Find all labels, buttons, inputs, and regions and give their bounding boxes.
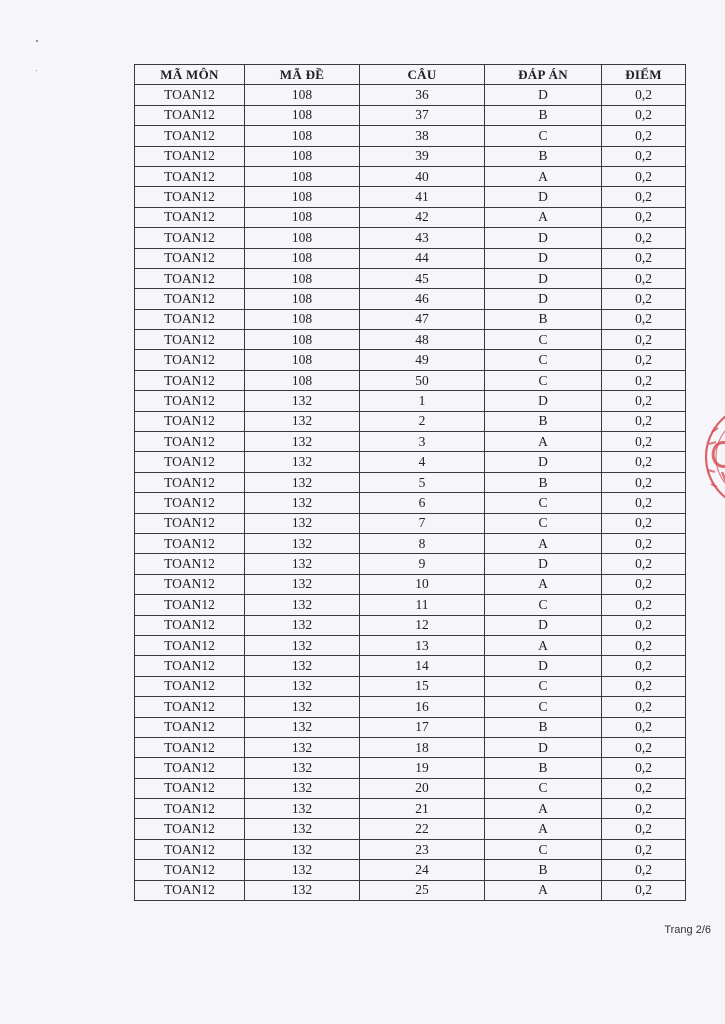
table-row [135,737,686,757]
cell-cau: 15 [360,676,485,696]
cell-ma-de: 132 [245,411,360,431]
cell-cau: 47 [360,309,485,329]
cell-dap-an: B [485,411,602,431]
cell-ma-de: 108 [245,309,360,329]
cell-cau: 40 [360,166,485,186]
cell-diem: 0,2 [602,676,686,696]
table-row [135,207,686,227]
table-row [135,697,686,717]
cell-ma-mon: TOAN12 [135,452,245,472]
cell-ma-mon: TOAN12 [135,799,245,819]
cell-ma-de: 132 [245,493,360,513]
cell-diem: 0,2 [602,248,686,268]
cell-diem: 0,2 [602,228,686,248]
cell-dap-an: B [485,758,602,778]
cell-cau: 18 [360,737,485,757]
cell-cau: 23 [360,839,485,859]
cell-ma-mon: TOAN12 [135,268,245,288]
cell-ma-de: 132 [245,880,360,900]
cell-ma-mon: TOAN12 [135,676,245,696]
cell-dap-an: A [485,880,602,900]
page-number: Trang 2/6 [664,924,711,936]
cell-dap-an: D [485,452,602,472]
cell-dap-an: C [485,493,602,513]
cell-dap-an: C [485,595,602,615]
cell-diem: 0,2 [602,697,686,717]
cell-diem: 0,2 [602,432,686,452]
cell-diem: 0,2 [602,370,686,390]
table-row [135,533,686,553]
cell-cau: 45 [360,268,485,288]
cell-cau: 36 [360,85,485,105]
cell-cau: 8 [360,533,485,553]
cell-ma-mon: TOAN12 [135,350,245,370]
cell-cau: 2 [360,411,485,431]
cell-cau: 6 [360,493,485,513]
cell-diem: 0,2 [602,635,686,655]
cell-dap-an: B [485,860,602,880]
cell-ma-mon: TOAN12 [135,330,245,350]
cell-diem: 0,2 [602,533,686,553]
cell-dap-an: C [485,676,602,696]
header-ma-de: MÃ ĐỀ [245,65,360,85]
cell-dap-an: D [485,737,602,757]
cell-ma-mon: TOAN12 [135,289,245,309]
cell-ma-mon: TOAN12 [135,146,245,166]
cell-cau: 13 [360,635,485,655]
cell-dap-an: B [485,309,602,329]
cell-cau: 37 [360,105,485,125]
cell-ma-mon: TOAN12 [135,472,245,492]
cell-dap-an: A [485,819,602,839]
cell-ma-mon: TOAN12 [135,635,245,655]
cell-dap-an: C [485,350,602,370]
header-cau: CÂU [360,65,485,85]
cell-cau: 4 [360,452,485,472]
cell-diem: 0,2 [602,860,686,880]
answer-key-header [135,65,686,85]
answer-key-body [135,85,686,901]
table-row [135,758,686,778]
cell-ma-de: 132 [245,758,360,778]
cell-diem: 0,2 [602,187,686,207]
cell-dap-an: C [485,370,602,390]
table-row [135,472,686,492]
cell-ma-de: 132 [245,635,360,655]
cell-diem: 0,2 [602,268,686,288]
cell-dap-an: D [485,554,602,574]
cell-cau: 41 [360,187,485,207]
table-row [135,248,686,268]
cell-diem: 0,2 [602,493,686,513]
table-row [135,656,686,676]
cell-diem: 0,2 [602,350,686,370]
cell-dap-an: D [485,228,602,248]
cell-cau: 1 [360,391,485,411]
table-row [135,574,686,594]
cell-ma-mon: TOAN12 [135,493,245,513]
cell-diem: 0,2 [602,554,686,574]
cell-diem: 0,2 [602,656,686,676]
cell-ma-de: 132 [245,533,360,553]
cell-ma-de: 108 [245,330,360,350]
cell-dap-an: C [485,513,602,533]
table-row [135,513,686,533]
cell-ma-mon: TOAN12 [135,533,245,553]
cell-ma-mon: TOAN12 [135,126,245,146]
cell-cau: 17 [360,717,485,737]
cell-dap-an: C [485,778,602,798]
cell-cau: 16 [360,697,485,717]
cell-diem: 0,2 [602,330,686,350]
cell-ma-de: 132 [245,697,360,717]
cell-cau: 7 [360,513,485,533]
header-diem: ĐIỂM [602,65,686,85]
cell-dap-an: D [485,391,602,411]
cell-diem: 0,2 [602,309,686,329]
cell-ma-mon: TOAN12 [135,513,245,533]
scan-speck [36,70,37,71]
cell-diem: 0,2 [602,880,686,900]
cell-dap-an: A [485,207,602,227]
cell-ma-mon: TOAN12 [135,758,245,778]
cell-ma-de: 108 [245,105,360,125]
cell-ma-mon: TOAN12 [135,595,245,615]
cell-diem: 0,2 [602,105,686,125]
cell-dap-an: C [485,330,602,350]
cell-ma-mon: TOAN12 [135,819,245,839]
table-row [135,799,686,819]
cell-cau: 10 [360,574,485,594]
table-row [135,717,686,737]
table-row [135,146,686,166]
cell-dap-an: D [485,289,602,309]
cell-ma-de: 108 [245,289,360,309]
cell-ma-mon: TOAN12 [135,85,245,105]
cell-cau: 11 [360,595,485,615]
table-row [135,370,686,390]
cell-ma-mon: TOAN12 [135,228,245,248]
table-row [135,350,686,370]
cell-ma-de: 108 [245,248,360,268]
table-row [135,839,686,859]
cell-cau: 44 [360,248,485,268]
table-row [135,595,686,615]
table-row [135,268,686,288]
cell-diem: 0,2 [602,839,686,859]
cell-ma-mon: TOAN12 [135,105,245,125]
cell-ma-de: 132 [245,391,360,411]
cell-dap-an: A [485,799,602,819]
cell-ma-mon: TOAN12 [135,697,245,717]
table-row [135,411,686,431]
cell-ma-de: 108 [245,207,360,227]
cell-cau: 9 [360,554,485,574]
table-row [135,676,686,696]
cell-ma-de: 132 [245,656,360,676]
cell-cau: 42 [360,207,485,227]
table-row [135,860,686,880]
cell-diem: 0,2 [602,472,686,492]
cell-ma-de: 132 [245,819,360,839]
cell-ma-de: 132 [245,472,360,492]
cell-diem: 0,2 [602,758,686,778]
cell-cau: 50 [360,370,485,390]
header-row [135,65,686,85]
cell-dap-an: A [485,635,602,655]
cell-diem: 0,2 [602,166,686,186]
cell-cau: 24 [360,860,485,880]
cell-ma-de: 132 [245,717,360,737]
cell-cau: 20 [360,778,485,798]
cell-diem: 0,2 [602,85,686,105]
cell-cau: 49 [360,350,485,370]
cell-ma-mon: TOAN12 [135,370,245,390]
cell-ma-de: 132 [245,737,360,757]
table-row [135,309,686,329]
cell-ma-de: 132 [245,860,360,880]
cell-ma-mon: TOAN12 [135,166,245,186]
cell-ma-mon: TOAN12 [135,615,245,635]
cell-diem: 0,2 [602,411,686,431]
cell-dap-an: D [485,268,602,288]
cell-cau: 21 [360,799,485,819]
cell-dap-an: B [485,105,602,125]
cell-dap-an: C [485,697,602,717]
cell-ma-de: 132 [245,432,360,452]
cell-ma-de: 132 [245,839,360,859]
cell-ma-de: 108 [245,85,360,105]
cell-diem: 0,2 [602,146,686,166]
cell-diem: 0,2 [602,207,686,227]
cell-ma-mon: TOAN12 [135,880,245,900]
cell-cau: 22 [360,819,485,839]
cell-dap-an: D [485,656,602,676]
cell-ma-mon: TOAN12 [135,717,245,737]
table-row [135,554,686,574]
cell-diem: 0,2 [602,819,686,839]
header-ma-mon: MÃ MÔN [135,65,245,85]
cell-ma-de: 108 [245,166,360,186]
cell-ma-de: 132 [245,799,360,819]
cell-diem: 0,2 [602,799,686,819]
cell-ma-de: 132 [245,554,360,574]
cell-ma-mon: TOAN12 [135,656,245,676]
cell-cau: 38 [360,126,485,146]
cell-cau: 43 [360,228,485,248]
cell-dap-an: C [485,839,602,859]
table-row [135,187,686,207]
table-row [135,432,686,452]
cell-diem: 0,2 [602,574,686,594]
cell-dap-an: B [485,472,602,492]
answer-key-table [134,64,686,901]
table-row [135,166,686,186]
cell-ma-de: 132 [245,676,360,696]
cell-ma-mon: TOAN12 [135,309,245,329]
cell-ma-mon: TOAN12 [135,778,245,798]
cell-ma-mon: TOAN12 [135,860,245,880]
cell-ma-mon: TOAN12 [135,839,245,859]
cell-diem: 0,2 [602,126,686,146]
table-row [135,391,686,411]
cell-ma-de: 108 [245,126,360,146]
cell-cau: 48 [360,330,485,350]
cell-dap-an: A [485,166,602,186]
cell-ma-mon: TOAN12 [135,391,245,411]
cell-cau: 12 [360,615,485,635]
cell-dap-an: A [485,533,602,553]
cell-ma-mon: TOAN12 [135,207,245,227]
cell-dap-an: A [485,432,602,452]
cell-cau: 14 [360,656,485,676]
cell-diem: 0,2 [602,778,686,798]
cell-ma-mon: TOAN12 [135,432,245,452]
cell-diem: 0,2 [602,595,686,615]
cell-diem: 0,2 [602,717,686,737]
cell-ma-de: 132 [245,574,360,594]
cell-diem: 0,2 [602,452,686,472]
table-row [135,105,686,125]
cell-ma-de: 108 [245,370,360,390]
cell-diem: 0,2 [602,391,686,411]
cell-dap-an: D [485,187,602,207]
table-row [135,85,686,105]
table-row [135,289,686,309]
cell-ma-de: 108 [245,228,360,248]
header-dap-an: ĐÁP ÁN [485,65,602,85]
cell-dap-an: C [485,126,602,146]
cell-ma-de: 132 [245,452,360,472]
table-row [135,615,686,635]
table-row [135,493,686,513]
table-row [135,452,686,472]
cell-dap-an: D [485,85,602,105]
cell-cau: 19 [360,758,485,778]
cell-ma-de: 108 [245,146,360,166]
table-row [135,126,686,146]
cell-ma-mon: TOAN12 [135,554,245,574]
cell-ma-mon: TOAN12 [135,187,245,207]
cell-diem: 0,2 [602,615,686,635]
cell-cau: 25 [360,880,485,900]
cell-ma-mon: TOAN12 [135,248,245,268]
cell-dap-an: D [485,248,602,268]
cell-dap-an: B [485,717,602,737]
table-row [135,819,686,839]
cell-ma-de: 108 [245,187,360,207]
cell-ma-mon: TOAN12 [135,411,245,431]
cell-diem: 0,2 [602,513,686,533]
cell-dap-an: B [485,146,602,166]
cell-ma-mon: TOAN12 [135,737,245,757]
red-seal-stamp-icon [700,398,725,516]
cell-dap-an: D [485,615,602,635]
cell-diem: 0,2 [602,289,686,309]
cell-ma-de: 108 [245,268,360,288]
table-row [135,330,686,350]
table-row [135,880,686,900]
cell-cau: 3 [360,432,485,452]
cell-ma-mon: TOAN12 [135,574,245,594]
cell-ma-de: 132 [245,615,360,635]
cell-cau: 5 [360,472,485,492]
table-row [135,778,686,798]
cell-dap-an: A [485,574,602,594]
cell-ma-de: 132 [245,778,360,798]
cell-cau: 39 [360,146,485,166]
scan-speck [36,40,38,42]
cell-ma-de: 132 [245,513,360,533]
cell-diem: 0,2 [602,737,686,757]
table-row [135,228,686,248]
cell-ma-de: 132 [245,595,360,615]
cell-cau: 46 [360,289,485,309]
cell-ma-de: 108 [245,350,360,370]
table-row [135,635,686,655]
